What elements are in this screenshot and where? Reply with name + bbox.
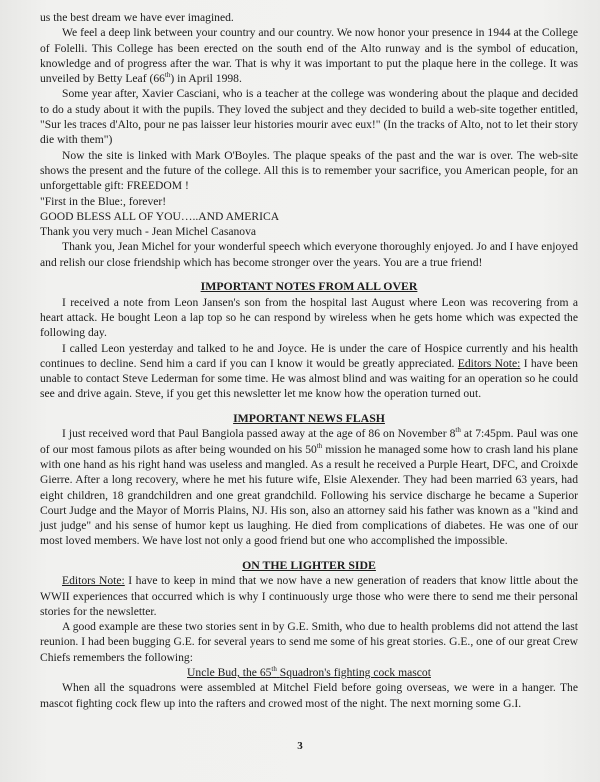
news-flash-paragraph: I just received word that Paul Bangiola passed away at the age of 86 on November 8th at 7:45pm. Paul was one of our most famous pilots as after being wounded on his 50th mission he managed some how to crash land his plane with one hand as his right hand was useless and mangled. As a result he received a Purple Heart, DFC, and Croixde Gierre. After a long recovery, where he met his future wife, Elsie Alexender. They had been married 63 years, had eight children, 18 grandchildren and one great grandchild. Following his service discharge he became a Superior Court Judge and the Mayor of Morris Plains, NJ. His son, also an attorney said his father was known as a "kind and just judge" and his sense of humor kept us laughing. He died from complications of diabetes. He was one of our most loved members. We have lost not only a good friend but one who accomplished the impossible. (40, 426, 579, 548)
lighter-paragraph-editors: Editors Note: I have to keep in mind that we now have a new generation of readers that know little about the WWII experiences that occurred which is why I continuously urge those who were there to send me their personal stories for the newsletter. (40, 574, 578, 618)
editors-note-label: Editors Note: (457, 356, 521, 370)
story-paragraph: When all the squadrons were assembled at Mitchel Field before going overseas, we were in a hanger. The mascot fighting cock flew up into the rafters and crowed most of the night. The next morning some G.I. (40, 681, 578, 710)
intro-first-line: us the best dream we have ever imagined. (40, 11, 234, 24)
section-heading-lighter-side: ON THE LIGHTER SIDE (242, 557, 376, 572)
intro-paragraph-thanks: Thank you, Jean Michel for your wonderful speech which everyone thoroughly enjoyed. Jo and I have enjoyed and relish our close friendship which has become stronger over the years. You are a true friend! (40, 240, 578, 269)
story-title: Uncle Bud, the 65th Squadron's fighting cock mascot (187, 665, 431, 680)
section-heading-notes: IMPORTANT NOTES FROM ALL OVER (200, 279, 418, 294)
intro-paragraph-college: We feel a deep link between your country and our country. We now honor your presence in 1944 at the College of Folelli. This College has been erected on the south end of the Alto runway and is the symbol of education, knowledge and of progress after the war. That is why it was important to put the plaque here in the college. It was unveiled by Betty Leaf (66th) in April 1998. (40, 26, 578, 86)
motto-line: "First in the Blue:, forever! (40, 194, 167, 208)
notes-paragraph-hospice: I called Leon yesterday and talked to he and Joyce. He is under the care of Hospice currently and his health continues to decline. Send him a card if you can I know it would be greatly appreciated. Editors Note: I have been unable to contact Steve Lederman for some time. He was almost blind and was waiting for an operation so he could see and drive again. Steve, if you get this newsletter let me know how the operation turned out. (40, 341, 578, 401)
intro-paragraph-website: Some year after, Xavier Casciani, who is a teacher at the college was wondering about the plaque and decided to do a study about it with the pupils. They loved the subject and they decided to build a web-site together entitled, "Sur les traces d'Alto, pour ne pas laisser leur histories mourir avec eux!" (In the tracks of Alto, not to let their story die with them") (40, 87, 578, 147)
intro-paragraph-plaque: Now the site is linked with Mark O'Boyles. The plaque speaks of the past and the war is over. The web-site shows the present and the future of the college. All this is to remember your sacrifice, you American people, for an unforgettable gift: FREEDOM ! (40, 148, 578, 193)
section-heading-news-flash: IMPORTANT NEWS FLASH (233, 410, 385, 425)
blessing-line: GOOD BLESS ALL OF YOU…..AND AMERICA (40, 209, 280, 223)
editors-note-label: Editors Note: (62, 574, 125, 588)
lighter-paragraph-smith: A good example are these two stories sent in by G.E. Smith, who due to health problems did not attend the last reunion. I had been bugging G.E. for several years to send me some of his great stories. G.E., one of our great Crew Chiefs remembers the following: (40, 620, 578, 664)
notes-paragraph-leon: I received a note from Leon Jansen's son from the hospital last August where Leon was recovering from a heart attack. He bought Leon a lap top so he can respond by wireless when he gets home which was expected the following day. (40, 295, 578, 340)
page-number: 3 (297, 740, 303, 752)
signature-line: Thank you very much - Jean Michel Casanova (40, 225, 257, 239)
